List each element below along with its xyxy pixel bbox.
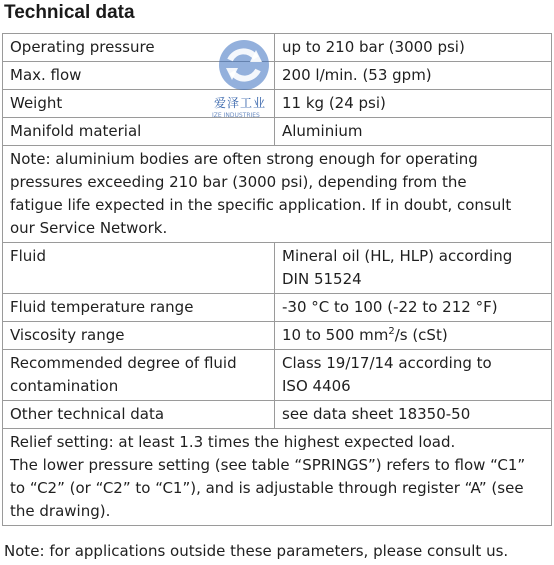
- row-value-fluid-temperature: -30 °C to 100 (-22 to 212 °F): [275, 294, 552, 322]
- table-row: [3, 322, 552, 350]
- row-value-weight: 11 kg (24 psi): [275, 90, 552, 118]
- aluminium-note: [3, 146, 552, 243]
- value-line: DIN 51524: [282, 270, 362, 288]
- table-row: [3, 118, 552, 146]
- viscosity-value-pre: 10 to 500 mm: [282, 326, 389, 344]
- watermark-text-en: IZE INDUSTRIES: [212, 112, 260, 119]
- row-label-weight: Weight: [3, 90, 275, 118]
- row-value-manifold-material: Aluminium: [275, 118, 552, 146]
- value-line: Mineral oil (HL, HLP) according: [282, 247, 513, 265]
- technical-data-table: [2, 33, 552, 526]
- value-line: Class 19/17/14 according to: [282, 354, 492, 372]
- table-row: [3, 294, 552, 322]
- row-label-operating-pressure: Operating pressure: [3, 34, 275, 62]
- note-row: [3, 146, 552, 243]
- table-row: [3, 401, 552, 429]
- note-row: [3, 429, 552, 526]
- note-line: the drawing).: [10, 502, 111, 520]
- note-line: Relief setting: at least 1.3 times the highest expected load.: [10, 433, 456, 451]
- note-line: pressures exceeding 210 bar (3000 psi), depending from the: [10, 173, 467, 191]
- row-value-viscosity: [275, 322, 552, 350]
- row-value-other-technical-data: see data sheet 18350-50: [275, 401, 552, 429]
- section-title: Technical data: [4, 2, 135, 23]
- row-value-contamination: [275, 350, 552, 401]
- row-value-max-flow: 200 l/min. (53 gpm): [275, 62, 552, 90]
- table-row: [3, 34, 552, 62]
- table-row: [3, 350, 552, 401]
- row-value-fluid: [275, 243, 552, 294]
- note-line: Note: aluminium bodies are often strong enough for operating: [10, 150, 478, 168]
- note-line: to “C2” (or “C2” to “C1”), and is adjustable through register “A” (see: [10, 479, 524, 497]
- viscosity-value-post: /s (cSt): [394, 326, 448, 344]
- row-label-viscosity: Viscosity range: [3, 322, 275, 350]
- relief-setting-note: [3, 429, 552, 526]
- label-line: contamination: [10, 377, 119, 395]
- row-label-manifold-material: Manifold material: [3, 118, 275, 146]
- note-line: The lower pressure setting (see table “SPRINGS”) refers to flow “C1”: [10, 456, 526, 474]
- table-row: [3, 90, 552, 118]
- value-line: ISO 4406: [282, 377, 351, 395]
- row-label-fluid: Fluid: [3, 243, 275, 294]
- note-line: fatigue life expected in the specific application. If in doubt, consult: [10, 196, 512, 214]
- label-line: Recommended degree of fluid: [10, 354, 237, 372]
- viscosity-superscript: 2: [388, 326, 395, 337]
- row-label-contamination: [3, 350, 275, 401]
- table-row: [3, 243, 552, 294]
- row-value-operating-pressure: up to 210 bar (3000 psi): [275, 34, 552, 62]
- watermark-text-cn: 爱泽工业: [214, 96, 267, 110]
- footer-note: Note: for applications outside these parameters, please consult us.: [4, 542, 509, 560]
- row-label-fluid-temperature: Fluid temperature range: [3, 294, 275, 322]
- row-label-max-flow: Max. flow: [3, 62, 275, 90]
- table-row: [3, 62, 552, 90]
- row-label-other-technical-data: Other technical data: [3, 401, 275, 429]
- note-line: our Service Network.: [10, 219, 168, 237]
